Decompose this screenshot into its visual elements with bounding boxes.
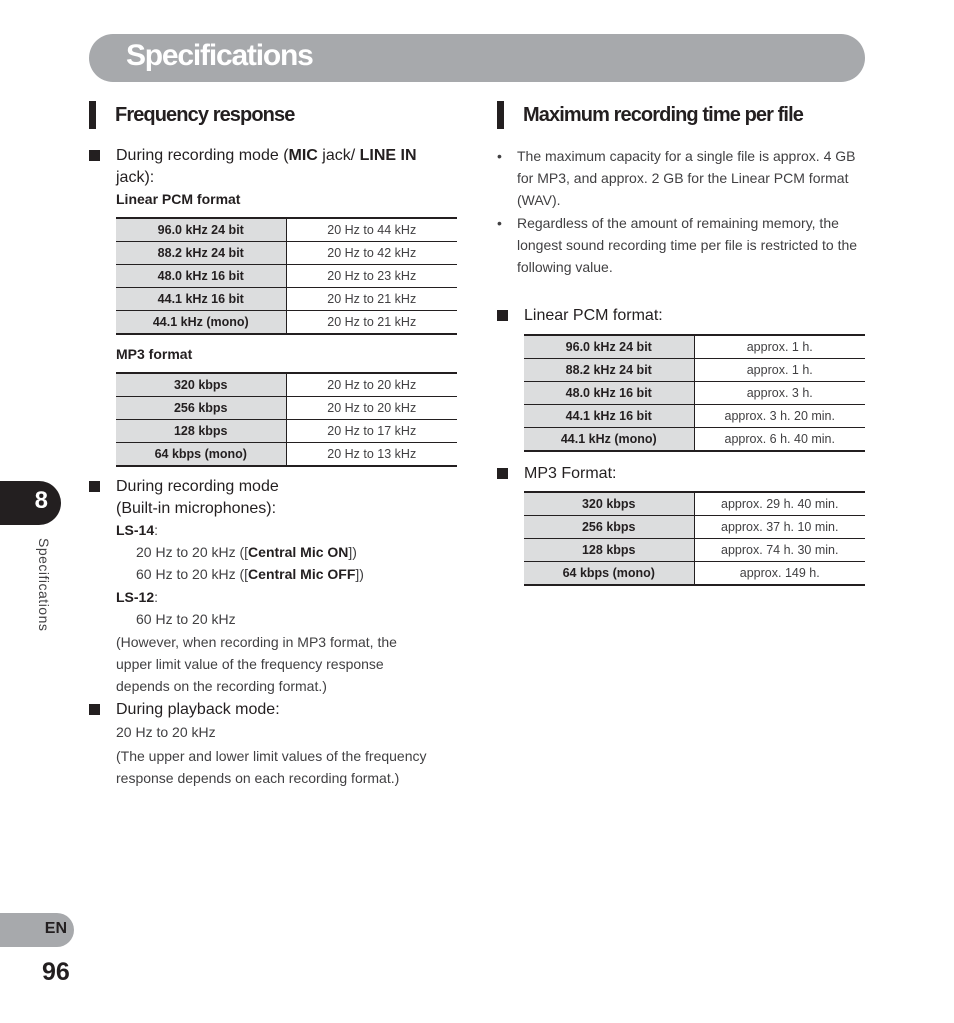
table-row — [116, 242, 457, 265]
value-cell: 20 Hz to 20 kHz — [286, 397, 457, 420]
table-row — [524, 428, 865, 452]
table-row — [116, 443, 457, 467]
time-linear-pcm-label: Linear PCM format: — [524, 307, 663, 324]
format-cell: 256 kbps — [116, 397, 286, 420]
format-cell: 96.0 kHz 24 bit — [116, 218, 286, 242]
format-cell: 44.1 kHz (mono) — [116, 311, 286, 335]
page-title: Specifications — [126, 39, 313, 72]
value-cell: approx. 149 h. — [694, 562, 865, 586]
page-number: 96 — [42, 958, 70, 986]
format-cell: 88.2 kHz 24 bit — [524, 359, 694, 382]
value-cell: approx. 1 h. — [694, 359, 865, 382]
value-cell: 20 Hz to 23 kHz — [286, 265, 457, 288]
format-cell: 128 kbps — [524, 539, 694, 562]
bullet-note-1 — [497, 145, 867, 211]
format-cell: 320 kbps — [116, 373, 286, 397]
bullet-note-1-text: The maximum capacity for a single file is approx. 4 GB for MP3, and approx. 2 GB for the Linear PCM format (WAV). — [517, 148, 856, 208]
frequency-linear-pcm-table — [116, 217, 457, 335]
value-cell: 20 Hz to 42 kHz — [286, 242, 457, 265]
mp3-format-label: MP3 format — [116, 346, 193, 362]
ls14-mic-off-row — [136, 563, 364, 585]
bullet-note-2-text: Regardless of the amount of remaining memory, the longest sound recording time per file is restricted to the following value. — [517, 215, 858, 275]
playback-note-line-2: response depends on each recording format.) — [116, 770, 400, 786]
playback-value: 20 Hz to 20 kHz — [116, 724, 216, 740]
chapter-side-label: Specifications — [36, 538, 52, 632]
format-cell: 44.1 kHz 16 bit — [524, 405, 694, 428]
mic-jack-label: MIC — [288, 147, 318, 164]
square-bullet-icon — [89, 481, 100, 492]
format-cell: 64 kbps (mono) — [524, 562, 694, 586]
frequency-response-title: Frequency response — [115, 103, 295, 126]
square-bullet-icon — [497, 310, 508, 321]
format-cell: 44.1 kHz (mono) — [524, 428, 694, 452]
rec-mode-pre: During recording mode ( — [116, 147, 289, 164]
central-mic-off-label: Central Mic OFF — [248, 566, 356, 582]
chapter-tab — [0, 481, 61, 525]
recording-time-notes — [497, 145, 867, 279]
language-code: EN — [44, 920, 67, 937]
table-row — [116, 288, 457, 311]
square-bullet-icon — [89, 150, 100, 161]
value-cell: approx. 3 h. 20 min. — [694, 405, 865, 428]
table-row — [116, 420, 457, 443]
ls14-line1-post: ]) — [348, 544, 357, 560]
mp3-note-line-3: depends on the recording format.) — [116, 678, 327, 694]
value-cell: 20 Hz to 44 kHz — [286, 218, 457, 242]
bullet-dot: • — [497, 148, 502, 164]
time-linear-pcm-item — [497, 305, 867, 327]
max-recording-time-title: Maximum recording time per file — [523, 103, 803, 126]
ls12-colon: : — [154, 589, 159, 605]
value-cell: 20 Hz to 17 kHz — [286, 420, 457, 443]
ls14-line1-pre: 20 Hz to 20 kHz ([ — [136, 544, 249, 560]
bullet-note-2 — [497, 212, 867, 278]
table-row — [116, 397, 457, 420]
square-bullet-icon — [497, 468, 508, 479]
table-row — [116, 373, 457, 397]
table-row — [524, 382, 865, 405]
format-cell: 48.0 kHz 16 bit — [116, 265, 286, 288]
format-cell: 96.0 kHz 24 bit — [524, 335, 694, 359]
format-cell: 256 kbps — [524, 516, 694, 539]
table-row — [524, 539, 865, 562]
heading-bar — [89, 101, 96, 129]
value-cell: 20 Hz to 13 kHz — [286, 443, 457, 467]
ls12-label: LS-12 — [116, 589, 155, 605]
bullet-dot: • — [497, 215, 502, 231]
format-cell: 48.0 kHz 16 bit — [524, 382, 694, 405]
ls14-label-row — [116, 519, 158, 541]
rec-mode-post: jack): — [116, 169, 155, 186]
ls14-label: LS-14 — [116, 522, 155, 538]
builtin-mic-text — [116, 476, 279, 520]
recording-mode-text — [116, 145, 417, 189]
value-cell: 20 Hz to 21 kHz — [286, 311, 457, 335]
recording-mode-item — [89, 145, 459, 189]
format-cell: 320 kbps — [524, 492, 694, 516]
central-mic-on-label: Central Mic ON — [248, 544, 349, 560]
value-cell: approx. 29 h. 40 min. — [694, 492, 865, 516]
ls14-mic-on-row — [136, 541, 357, 563]
ls12-label-row — [116, 586, 158, 608]
playback-mode-label: During playback mode: — [116, 701, 280, 718]
format-cell: 64 kbps (mono) — [116, 443, 286, 467]
table-row — [524, 405, 865, 428]
time-mp3-item — [497, 463, 867, 485]
ls14-colon: : — [154, 522, 159, 538]
builtin-mic-item — [89, 476, 459, 520]
mp3-note-line-1: (However, when recording in MP3 format, the — [116, 634, 397, 650]
linear-pcm-format-label: Linear PCM format — [116, 191, 241, 207]
table-row — [524, 562, 865, 586]
square-bullet-icon — [89, 704, 100, 715]
table-row — [524, 492, 865, 516]
builtin-line-1: During recording mode — [116, 478, 279, 495]
table-row — [524, 359, 865, 382]
format-cell: 44.1 kHz 16 bit — [116, 288, 286, 311]
format-cell: 128 kbps — [116, 420, 286, 443]
value-cell: approx. 1 h. — [694, 335, 865, 359]
value-cell: approx. 3 h. — [694, 382, 865, 405]
rec-mode-mid: jack/ — [317, 147, 360, 164]
value-cell: approx. 6 h. 40 min. — [694, 428, 865, 452]
frequency-mp3-table — [116, 372, 457, 467]
ls14-line2-pre: 60 Hz to 20 kHz ([ — [136, 566, 249, 582]
playback-mode-item — [89, 699, 459, 721]
table-row — [524, 516, 865, 539]
title-bar — [89, 34, 865, 82]
heading-bar — [497, 101, 504, 129]
mp3-note-line-2: upper limit value of the frequency response — [116, 656, 384, 672]
max-recording-time-heading — [497, 101, 803, 129]
value-cell: approx. 37 h. 10 min. — [694, 516, 865, 539]
line-in-label: LINE IN — [359, 147, 417, 164]
value-cell: 20 Hz to 21 kHz — [286, 288, 457, 311]
table-row — [116, 265, 457, 288]
value-cell: 20 Hz to 20 kHz — [286, 373, 457, 397]
time-mp3-label: MP3 Format: — [524, 465, 617, 482]
table-row — [116, 311, 457, 335]
language-tab — [0, 913, 74, 947]
table-row — [116, 218, 457, 242]
ls12-value: 60 Hz to 20 kHz — [136, 611, 236, 627]
time-mp3-table — [524, 491, 865, 586]
value-cell: approx. 74 h. 30 min. — [694, 539, 865, 562]
chapter-number: 8 — [34, 487, 48, 514]
table-row — [524, 335, 865, 359]
format-cell: 88.2 kHz 24 bit — [116, 242, 286, 265]
time-linear-pcm-table — [524, 334, 865, 452]
frequency-response-heading — [89, 101, 294, 129]
playback-note-line-1: (The upper and lower limit values of the frequency — [116, 748, 427, 764]
ls14-line2-post: ]) — [355, 566, 364, 582]
builtin-line-2: (Built-in microphones): — [116, 500, 277, 517]
